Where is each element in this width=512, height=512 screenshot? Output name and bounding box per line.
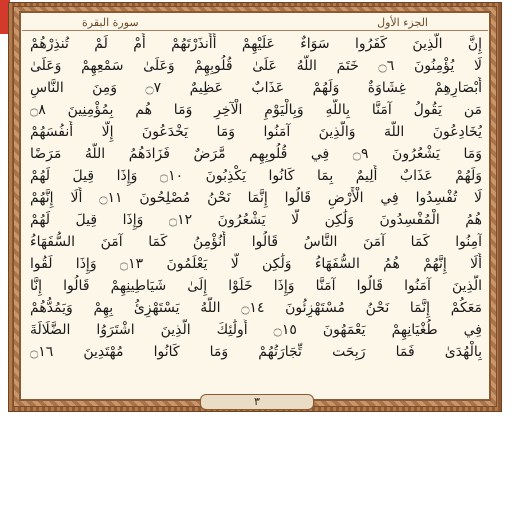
verse-line: أَلَا إِنَّهُمْ هُمُ السُّفَهَاءُ وَلَٰكِن لَّا يَعْلَمُونَ ۝١٣ وَإِذَا لَقُوا: [30, 256, 482, 272]
verse-text-block: [30, 33, 482, 385]
verse-line: فِي طُغْيَانِهِمْ يَعْمَهُونَ ۝١٥ أُولَٰئِكَ الَّذِينَ اشْتَرَوُا الضَّلَالَةَ: [30, 322, 482, 338]
page-header: [22, 14, 488, 30]
verse-line: مَعَكُمْ إِنَّمَا نَحْنُ مُسْتَهْزِئُونَ ۝١٤ اللَّهُ يَسْتَهْزِئُ بِهِمْ وَيَمُدُّهُمْ: [30, 300, 482, 316]
verse-line: وَمَا يَشْعُرُونَ ۝٩ فِي قُلُوبِهِم مَّرَضٌ فَزَادَهُمُ اللَّهُ مَرَضًا: [30, 146, 482, 162]
juz-label: الجزء الأول: [377, 15, 428, 29]
verse-line: إِنَّ الَّذِينَ كَفَرُوا سَوَاءٌ عَلَيْهِمْ أَأَنذَرْتَهُمْ أَمْ لَمْ تُنذِرْهُمْ: [30, 36, 482, 52]
verse-line: وَلَهُمْ عَذَابٌ أَلِيمٌ بِمَا كَانُوا يَكْذِبُونَ ۝١٠ وَإِذَا قِيلَ لَهُمْ: [30, 168, 482, 184]
verse-line: أَبْصَارِهِمْ غِشَاوَةٌ وَلَهُمْ عَذَابٌ عَظِيمٌ ۝٧ وَمِنَ النَّاسِ: [30, 80, 482, 96]
verse-line: بِالْهُدَىٰ فَمَا رَبِحَت تِّجَارَتُهُمْ وَمَا كَانُوا مُهْتَدِينَ ۝١٦: [30, 344, 482, 360]
verse-line: يُخَادِعُونَ اللَّهَ وَالَّذِينَ آمَنُوا وَمَا يَخْدَعُونَ إِلَّا أَنفُسَهُمْ: [30, 124, 482, 140]
verse-line: هُمُ الْمُفْسِدُونَ وَلَٰكِن لَّا يَشْعُرُونَ ۝١٢ وَإِذَا قِيلَ لَهُمْ: [30, 212, 482, 228]
header-divider: [22, 30, 488, 31]
verse-line: آمِنُوا كَمَا آمَنَ النَّاسُ قَالُوا أَنُؤْمِنُ كَمَا آمَنَ السُّفَهَاءُ: [30, 234, 482, 250]
surah-label: سورة البقرة: [82, 15, 139, 29]
verse-line: مَن يَقُولُ آمَنَّا بِاللَّهِ وَبِالْيَوْمِ الْآخِرِ وَمَا هُم بِمُؤْمِنِينَ ۝٨: [30, 102, 482, 118]
verse-line: لَا تُفْسِدُوا فِي الْأَرْضِ قَالُوا إِنَّمَا نَحْنُ مُصْلِحُونَ ۝١١ أَلَا إِنَّهُمْ: [30, 190, 482, 206]
verse-line: الَّذِينَ آمَنُوا قَالُوا آمَنَّا وَإِذَا خَلَوْا إِلَىٰ شَيَاطِينِهِمْ قَالُوا إِنَّا: [30, 278, 482, 294]
page-number: ٣: [200, 394, 314, 410]
verse-line: لَا يُؤْمِنُونَ ۝٦ خَتَمَ اللَّهُ عَلَىٰ قُلُوبِهِمْ وَعَلَىٰ سَمْعِهِمْ وَعَلَىٰ: [30, 58, 482, 74]
